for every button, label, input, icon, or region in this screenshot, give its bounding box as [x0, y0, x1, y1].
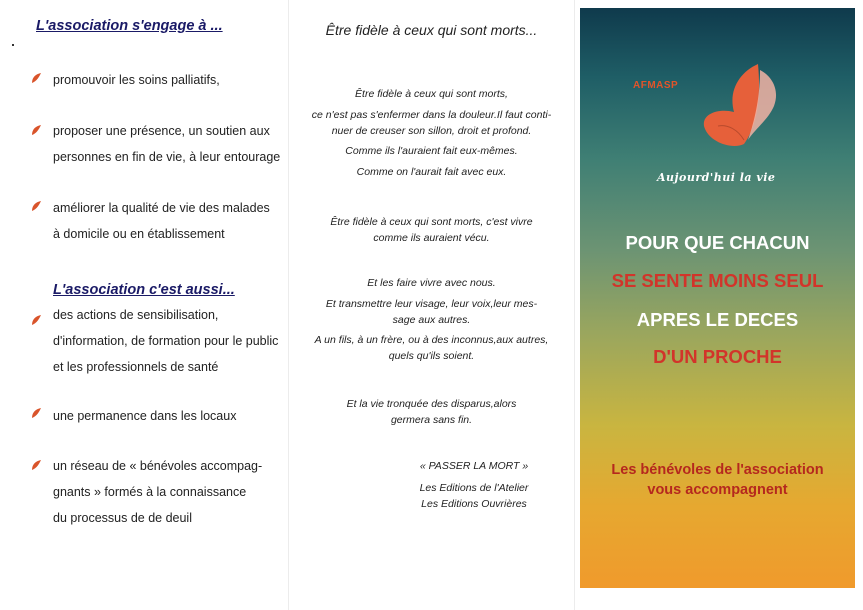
poem-line: germera sans fin. — [390, 414, 473, 426]
middle-panel — [289, 0, 574, 610]
commitment-item-3-line-1: améliorer la qualité de vie des malades — [53, 201, 270, 215]
brand-name: AFMASP — [633, 80, 679, 91]
source-publisher-2: Les Editions Ouvrières — [421, 498, 527, 510]
butterfly-icon — [688, 60, 788, 160]
poem-line: quels qu'ils soient. — [388, 350, 475, 362]
also-item-3-line-3: du processus de de deuil — [53, 511, 192, 525]
poem-line: Être fidèle à ceux qui sont morts, — [355, 88, 508, 100]
also-item-2 — [53, 403, 236, 429]
left-panel — [0, 0, 288, 610]
leaf-bullet-icon — [30, 124, 42, 136]
commitment-item-2-line-1: proposer une présence, un soutien aux — [53, 124, 270, 138]
message-line-4: D'UN PROCHE — [653, 346, 782, 367]
poem-stanza-3 — [289, 273, 574, 364]
poem-line: A un fils, à un frère, ou à des inconnus,aux autres, — [314, 334, 549, 346]
leaf-bullet-icon — [30, 200, 42, 212]
also-item-1-line-3: et les professionnels de santé — [53, 360, 219, 374]
volunteers-line-2: vous accompagnent — [647, 482, 788, 498]
commitment-item-3-line-2: à domicile ou en établissement — [53, 227, 225, 241]
also-item-3 — [53, 453, 262, 531]
also-item-2-line-1: une permanence dans les locaux — [53, 409, 237, 423]
cover-panel — [580, 8, 855, 588]
leaf-bullet-icon — [30, 407, 42, 419]
leaf-bullet-icon — [30, 459, 42, 471]
source-publisher-1: Les Editions de l'Atelier — [419, 482, 529, 494]
also-item-3-line-1: un réseau de « bénévoles accompag- — [53, 459, 263, 473]
commitment-item-1 — [53, 67, 220, 93]
poem-title: Être fidèle à ceux qui sont morts... — [325, 22, 538, 38]
poem-line: sage aux autres. — [392, 314, 471, 326]
poem-source — [399, 458, 549, 512]
message-line-2: SE SENTE MOINS SEUL — [611, 270, 824, 291]
commitment-item-2 — [53, 118, 280, 170]
also-item-1-line-2: d'information, de formation pour le public — [53, 334, 279, 348]
poem-stanza-1 — [289, 84, 574, 183]
poem-line: comme ils auraient vécu. — [373, 232, 490, 244]
poem-line: Et la vie tronquée des disparus,alors — [346, 398, 517, 410]
poem-line: Comme ils l'auraient fait eux-mêmes. — [345, 145, 518, 157]
poem-line: Être fidèle à ceux qui sont morts, c'est vivre — [330, 216, 533, 228]
fold-line-right — [574, 0, 575, 610]
volunteers-text — [580, 460, 855, 500]
commitments-heading: L'association s'engage à ... — [36, 18, 223, 34]
tagline: Aujourd'hui la vie — [657, 171, 776, 184]
also-heading: L'association c'est aussi... — [53, 282, 235, 298]
also-item-3-line-2: gnants » formés à la connaissance — [53, 485, 247, 499]
leaf-bullet-icon — [30, 314, 42, 326]
volunteers-line-1: Les bénévoles de l'association — [611, 462, 824, 478]
poem-line: ce n'est pas s'enfermer dans la douleur.Il faut conti- — [311, 109, 552, 121]
poem-line: Et les faire vivre avec nous. — [367, 277, 496, 289]
poem-line: Comme on l'aurait fait avec eux. — [356, 166, 507, 178]
poem-line: Et transmettre leur visage, leur voix,leur mes- — [325, 298, 538, 310]
also-item-1-line-1: des actions de sensibilisation, — [53, 308, 219, 322]
poem-line: nuer de creuser son sillon, droit et profond. — [331, 125, 532, 137]
also-item-1 — [53, 302, 278, 380]
commitment-item-2-line-2: personnes en fin de vie, à leur entourage — [53, 150, 281, 164]
poem-stanza-4 — [289, 396, 574, 428]
leaf-bullet-icon — [30, 72, 42, 84]
poem-stanza-2 — [289, 214, 574, 246]
source-title: « PASSER LA MORT » — [419, 460, 529, 472]
message-line-1: POUR QUE CHACUN — [625, 232, 810, 253]
commitment-item-3 — [53, 195, 270, 247]
message-line-3: APRES LE DECES — [636, 309, 799, 330]
commitment-item-1-line-1: promouvoir les soins palliatifs, — [53, 73, 220, 87]
